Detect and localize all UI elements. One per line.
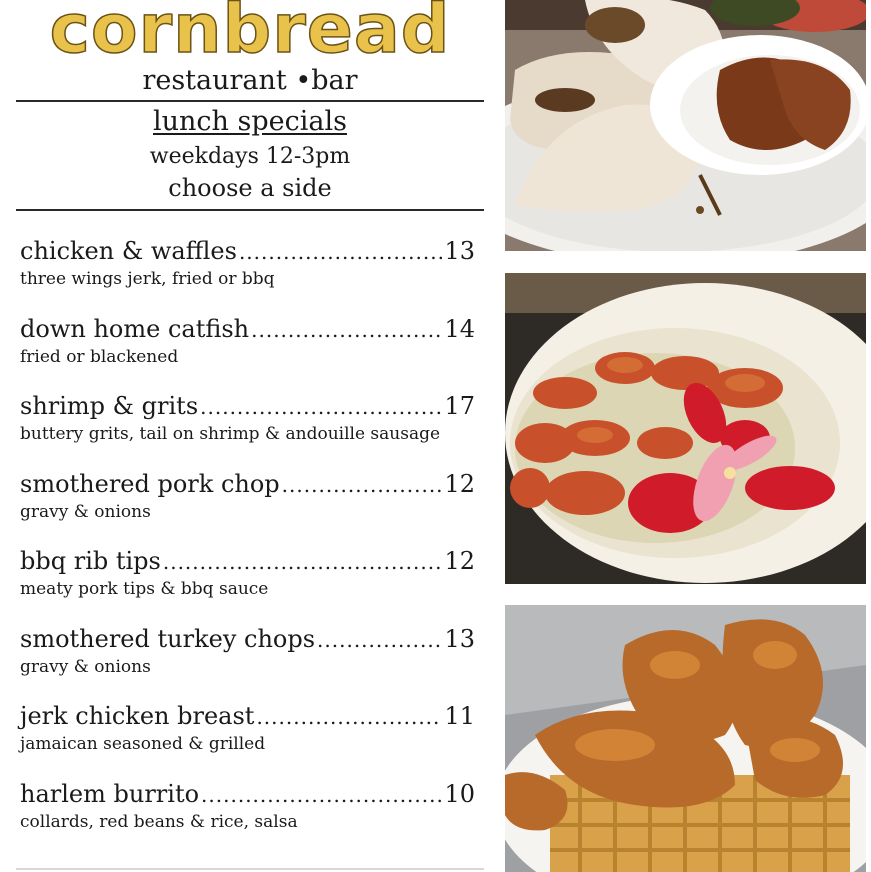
item-description: jamaican seasoned & grilled bbox=[20, 734, 266, 754]
item-price: 13 bbox=[444, 624, 475, 653]
item-price: 10 bbox=[444, 779, 475, 808]
item-description: meaty pork tips & bbq sauce bbox=[20, 579, 269, 599]
specials-title: lunch specials bbox=[153, 106, 347, 137]
divider-bottom bbox=[16, 868, 484, 870]
menu-item bbox=[20, 235, 475, 313]
chicken-waffles-photo bbox=[505, 605, 866, 872]
item-name: bbq rib tips bbox=[20, 547, 161, 575]
menu-item bbox=[20, 545, 475, 623]
item-description: three wings jerk, fried or bbq bbox=[20, 269, 275, 289]
item-description: gravy & onions bbox=[20, 501, 151, 522]
item-name: shrimp & grits bbox=[20, 392, 199, 420]
item-name: smothered turkey chops bbox=[20, 624, 316, 653]
dot-leader bbox=[251, 314, 442, 346]
menu-item bbox=[20, 468, 475, 546]
dot-leader bbox=[201, 779, 442, 811]
item-name: down home catfish bbox=[20, 314, 250, 343]
restaurant-logo bbox=[0, 0, 500, 68]
menu-item bbox=[20, 390, 475, 468]
item-price: 12 bbox=[444, 547, 475, 575]
menu-item bbox=[20, 623, 475, 701]
logo-text: cornbread bbox=[49, 0, 451, 69]
dot-leader bbox=[282, 469, 443, 501]
item-description: fried or blackened bbox=[20, 346, 179, 367]
item-price: 11 bbox=[444, 702, 475, 730]
divider-middle bbox=[16, 209, 484, 211]
item-name: jerk chicken breast bbox=[20, 702, 255, 730]
item-price: 12 bbox=[444, 469, 475, 498]
tagline: restaurant •bar bbox=[142, 65, 358, 96]
hours-text: weekdays 12-3pm bbox=[149, 144, 351, 169]
item-description: gravy & onions bbox=[20, 656, 151, 677]
item-name: smothered pork chop bbox=[20, 469, 280, 498]
menu-items-list bbox=[20, 235, 475, 855]
item-name: harlem burrito bbox=[20, 779, 200, 808]
burrito-photo bbox=[505, 0, 866, 251]
dot-leader bbox=[200, 391, 442, 423]
item-price: 14 bbox=[444, 314, 475, 343]
item-price: 13 bbox=[444, 237, 475, 265]
shrimp-grits-photo bbox=[505, 273, 866, 584]
item-description: buttery grits, tail on shrimp & andouille sausage bbox=[20, 424, 441, 444]
divider-top bbox=[16, 100, 484, 102]
item-name: chicken & waffles bbox=[20, 237, 237, 265]
menu-item bbox=[20, 778, 475, 856]
side-note: choose a side bbox=[168, 174, 332, 202]
dot-leader bbox=[239, 236, 443, 268]
item-description: collards, red beans & rice, salsa bbox=[20, 811, 298, 832]
menu-item bbox=[20, 700, 475, 778]
dot-leader bbox=[317, 624, 442, 656]
dot-leader bbox=[256, 701, 442, 733]
item-price: 17 bbox=[444, 392, 475, 420]
menu-item bbox=[20, 313, 475, 391]
dot-leader bbox=[163, 546, 443, 578]
